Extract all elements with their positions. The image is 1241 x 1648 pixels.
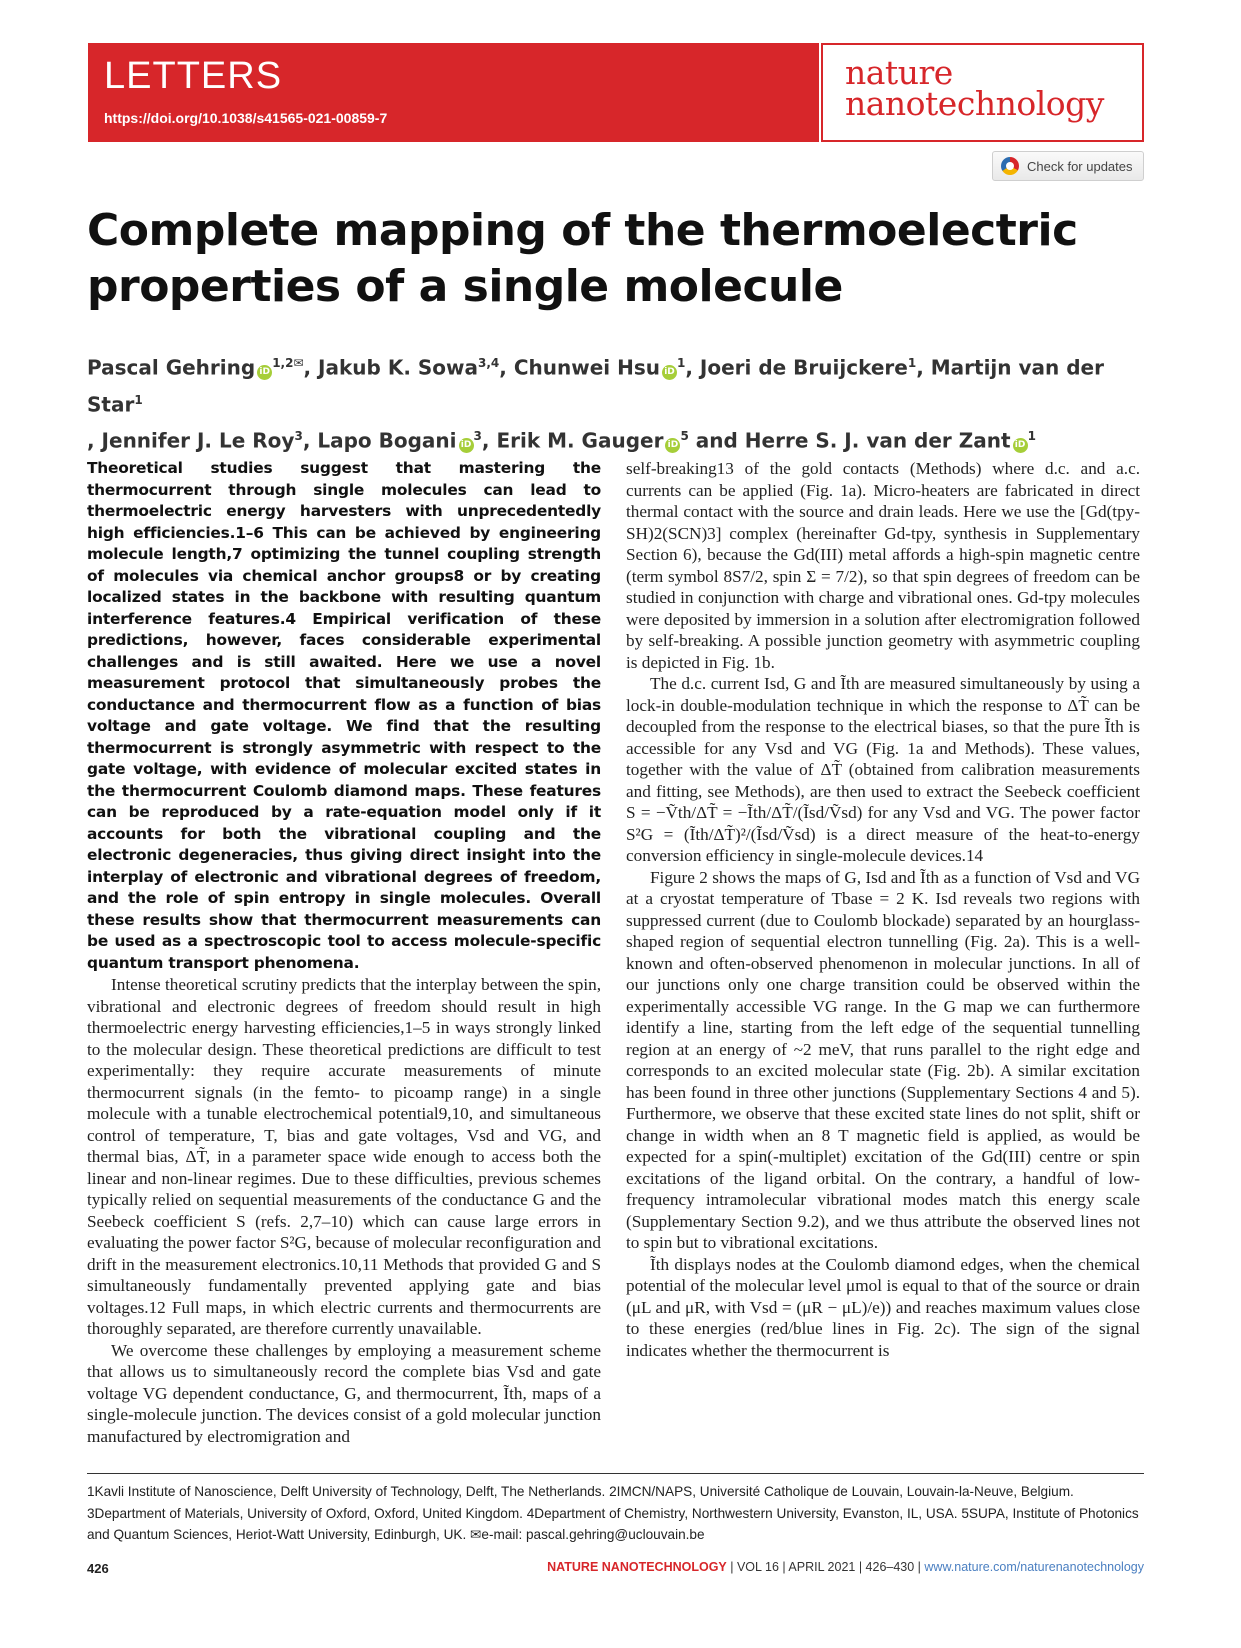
- author-name[interactable]: , Lapo Bogani: [302, 428, 457, 453]
- author-affil: 1: [907, 356, 917, 370]
- body-paragraph: The d.c. current Isd, G and Ĩth are measured simultaneously by using a lock-in double-modulation technique in which the response to ΔT̃ can be decoupled from the response to the electrical biases, so that the pure Ĩth is accessible for any Vsd and VG (Fig. 1a and Methods). These values, together with the value of ΔT̃ (obtained from calibration measurements and fitting, see Methods), are then used to extract the Seebeck coefficient S = −Ṽth/ΔT̃ = −Ĩth/ΔT̃/(Ĩsd/Ṽsd) for any Vsd and VG. The power factor S²G = (Ĩth/ΔT̃)²/(Ĩsd/Ṽsd) is a direct measure of the heat-to-energy conversion efficiency in single-molecule devices.14: [626, 674, 1140, 865]
- body-paragraph: Intense theoretical scrutiny predicts that the interplay between the spin, vibrational and electronic degrees of freedom should result in high thermoelectric energy harvesting efficiencies,1–5 in ways strongly linked to the molecular design. These theoretical predictions are difficult to test experimentally: they require accurate measurements of minute thermocurrent signals (in the femto- to picoamp range) in a single molecule with a tunable electrochemical potential9,10, and simultaneous control of temperature, T, bias and gate voltages, Vsd and VG, and thermal bias, ΔT̃, in a parameter space wide enough to access both the linear and non-linear regimes. Due to these difficulties, previous schemes typically relied on sequential measurements of the conductance G and the Seebeck coefficient S (refs. 2,7–10) which can cause large errors in evaluating the power factor S²G, because of molecular reconfiguration and drift in the measurement electronics.10,11 Methods that provided G and S simultaneously fundamentally prevented applying gate and bias voltages.12 Full maps, in which electric currents and thermocurrents are thoroughly separated, are therefore currently unavailable.: [87, 975, 601, 1338]
- right-column: [626, 458, 1140, 1361]
- journal-logo: [845, 53, 1104, 123]
- author-name[interactable]: , Chunwei Hsu: [499, 355, 660, 380]
- author-affil: 1: [676, 356, 686, 370]
- article-title: Complete mapping of the thermoelectric properties of a single molecule: [87, 205, 1078, 312]
- body-paragraph: Ĩth displays nodes at the Coulomb diamond edges, when the chemical potential of the molecular level μmol is equal to that of the source or drain (μL and μR, with Vsd = (μR − μL)/e)) and reaches maximum values close to these energies (red/blue lines in Fig. 2c). The sign of the signal indicates whether the thermocurrent is: [626, 1254, 1140, 1360]
- journal-logo-line2: nanotechnology: [845, 84, 1104, 123]
- author-name[interactable]: Pascal Gehring: [87, 355, 256, 380]
- affiliations: 1Kavli Institute of Nanoscience, Delft University of Technology, Delft, The Netherlands. 2IMCN/NAPS, Université Catholique de Louvain, Louvain-la-Neuve, Belgium. 3Department of Materials, University of Oxford, Oxford, United Kingdom. 4Department of Chemistry, Northwestern University, Evanston, IL, USA. 5SUPA, Institute of Photonics and Quantum Sciences, Heriot-Watt University, Edinburgh, UK. ✉e-mail: pascal.gehring@uclouvain.be: [87, 1484, 1139, 1542]
- journal-logo-line1: nature: [845, 53, 953, 92]
- check-updates-button[interactable]: [992, 151, 1144, 181]
- body-paragraph: self-breaking13 of the gold contacts (Methods) where d.c. and a.c. currents can be applied (Fig. 1a). Micro-heaters are fabricated in direct thermal contact with the source and drain leads. Here we use the [Gd(tpy-SH)2(SCN)3] complex (hereinafter Gd-tpy, synthesis in Supplementary Section 6), because the Gd(III) metal affords a high-spin magnetic centre (term symbol 8S7/2, spin Σ = 7/2), so that spin degrees of freedom can be studied in conjunction with charge and vibrational ones. Gd-tpy molecules were deposited by immersion in a solution after electromigration followed by self-breaking. A possible junction geometry with asymmetric coupling is depicted in Fig. 1b.: [626, 459, 1140, 672]
- check-updates-label: Check for updates: [1027, 158, 1133, 174]
- author-name[interactable]: , Erik M. Gauger: [481, 428, 664, 453]
- section-banner: [88, 43, 819, 142]
- orcid-icon[interactable]: iD: [459, 438, 474, 453]
- orcid-icon[interactable]: iD: [665, 438, 680, 453]
- orcid-icon[interactable]: iD: [257, 365, 272, 380]
- author-affil: 5: [680, 429, 689, 444]
- footer-issue: | VOL 16 | APRIL 2021 | 426–430 |: [726, 1560, 925, 1574]
- author-affil: 1: [134, 392, 143, 407]
- author-affil: 3: [294, 429, 303, 444]
- left-column: [87, 458, 601, 1447]
- author-name[interactable]: , Martijn van der Star: [87, 355, 1104, 417]
- doi-link[interactable]: https://doi.org/10.1038/s41565-021-00859-7: [104, 110, 388, 126]
- section-label: LETTERS: [104, 55, 283, 97]
- journal-logo-box[interactable]: [821, 43, 1144, 142]
- abstract: Theoretical studies suggest that mastering the thermocurrent through single molecules can lead to thermoelectric energy harvesters with unprecedentedly high efficiencies.1–6 This can be achieved by engineering molecule length,7 optimizing the tunnel coupling strength of molecules via chemical anchor groups8 or by creating localized states in the backbone with resulting quantum interference features.4 Empirical verification of these predictions, however, faces considerable experimental challenges and is still awaited. Here we use a novel measurement protocol that simultaneously probes the conductance and thermocurrent flow as a function of bias voltage and gate voltage. We find that the resulting thermocurrent is strongly asymmetric with respect to the gate voltage, with evidence of molecular excited states in the thermocurrent Coulomb diamond maps. These features can be reproduced by a rate-equation model only if it accounts for both the vibrational coupling and the electronic degeneracies, thus giving direct insight into the interplay of electronic and vibrational degrees of freedom, and the role of spin entropy in single molecules. Overall these results show that thermocurrent measurements can be used as a spectroscopic tool to access molecule-specific quantum transport phenomena.: [87, 459, 601, 972]
- author-affil: 3,4: [478, 356, 500, 370]
- footer-url[interactable]: www.nature.com/naturenanotechnology: [924, 1560, 1144, 1574]
- author-affil: 1: [1027, 429, 1036, 444]
- author-name[interactable]: , Joeri de Bruijckere: [685, 355, 908, 380]
- author-affil: 3: [473, 429, 482, 444]
- footnote-divider: [87, 1473, 1144, 1474]
- author-affil: 1,2✉: [272, 356, 304, 370]
- footer-journal: NATURE NANOTECHNOLOGY: [547, 1560, 727, 1574]
- author-name[interactable]: and Herre S. J. van der Zant: [688, 428, 1011, 453]
- author-list: [87, 347, 1157, 457]
- author-name[interactable]: , Jennifer J. Le Roy: [87, 428, 295, 453]
- orcid-icon[interactable]: iD: [1013, 438, 1028, 453]
- author-name[interactable]: , Jakub K. Sowa: [303, 355, 478, 380]
- body-paragraph: Figure 2 shows the maps of G, Isd and Ĩth as a function of Vsd and VG at a cryostat temperature of Tbase = 2 K. Isd reveals two regions with suppressed current (due to Coulomb blockade) separated by an hourglass-shaped region of sequential electron tunnelling (Fig. 2a). This is a well-known and often-observed phenomenon in molecular junctions. In all of our junctions only one charge transition could be observed within the experimentally accessible VG range. In the G map we can furthermore identify a line, starting from the left edge of the sequential tunnelling region at an energy of ~2 meV, that runs parallel to the right edge and corresponds to an excited molecular state (Fig. 2b). A similar excitation has been found in three other junctions (Supplementary Sections 4 and 5). Furthermore, we observe that these excited state lines do not split, shift or change in width when an 8 T magnetic field is applied, as would be expected for a spin(-multiplet) excitation of the Gd(III) centre or spin excitations of the ligand orbital. On the contrary, a handful of low-frequency intramolecular vibrational modes match this energy scale (Supplementary Section 9.2), and we thus attribute the observed lines not to spin but to vibrational excitations.: [626, 867, 1140, 1252]
- orcid-icon[interactable]: iD: [662, 365, 677, 380]
- running-footer: [547, 1560, 1144, 1574]
- page-number: 426: [87, 1561, 109, 1576]
- body-paragraph: We overcome these challenges by employing a measurement scheme that allows us to simultaneously record the complete bias Vsd and gate voltage VG dependent conductance, G, and thermocurrent, Ĩth, maps of a single-molecule junction. The devices consist of a gold molecular junction manufactured by electromigration and: [87, 1340, 601, 1446]
- crossmark-icon: [1001, 157, 1019, 175]
